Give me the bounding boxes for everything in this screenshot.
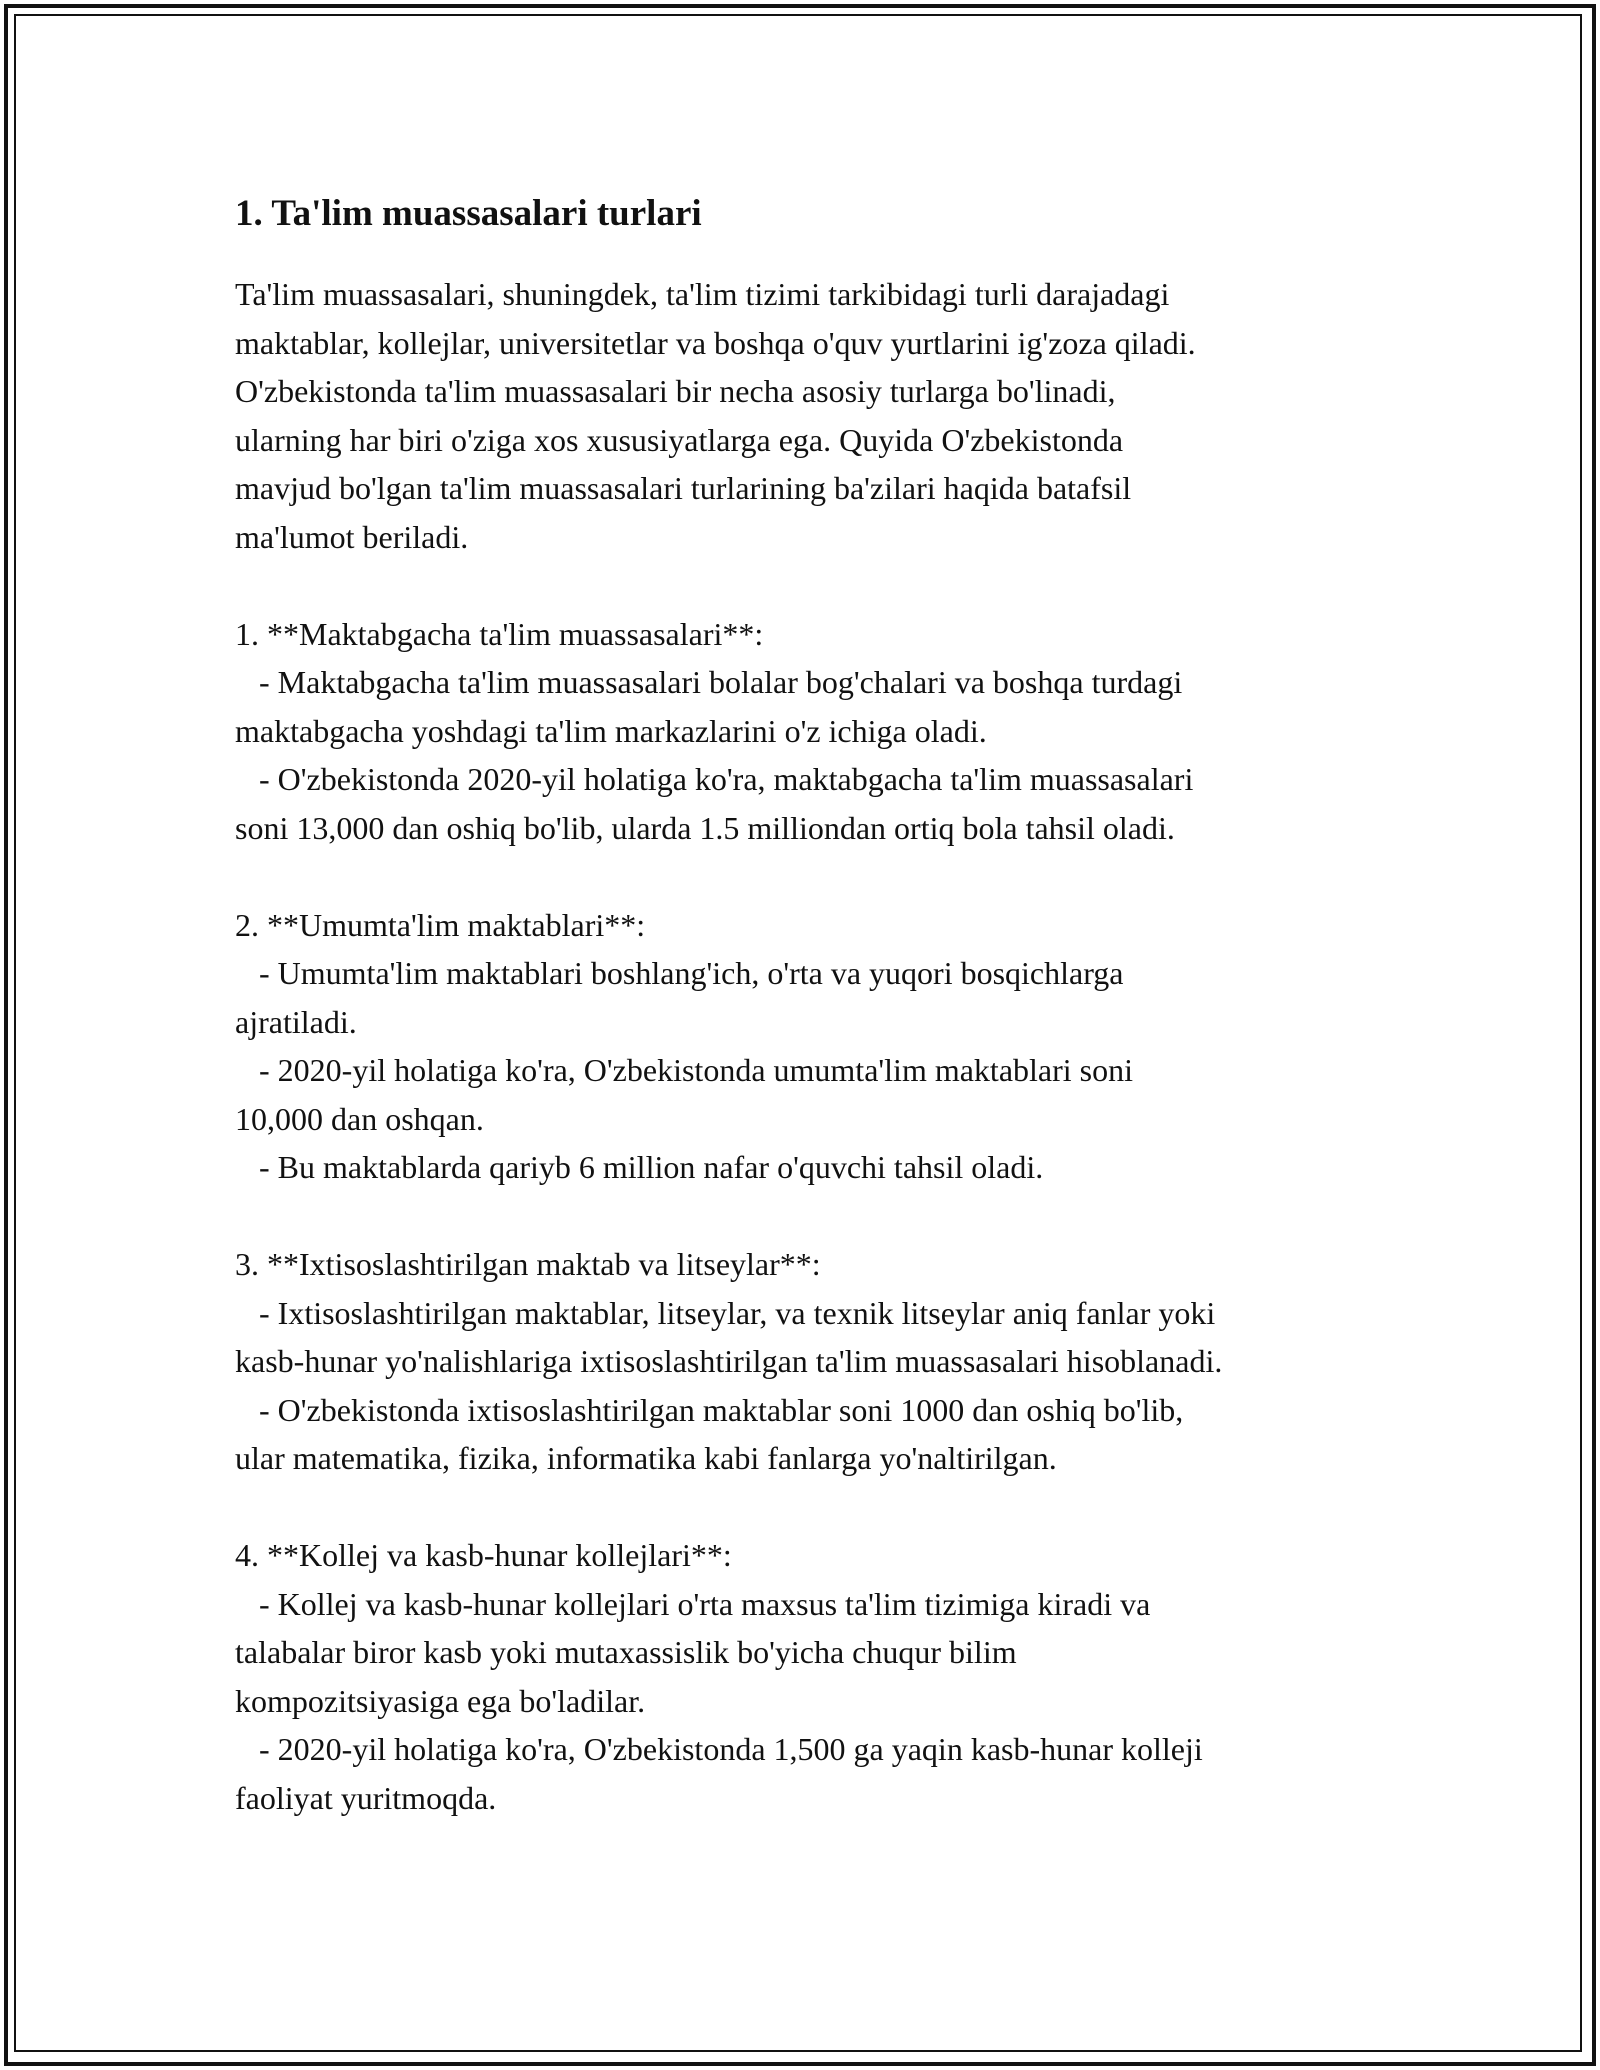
- document-title: 1. Ta'lim muassasalari turlari: [235, 193, 702, 234]
- document: [235, 186, 1385, 1822]
- document-body: Ta'lim muassasalari, shuningdek, ta'lim tizimi tarkibidagi turli darajadagi maktablar, kollejlar, universitetlar va boshqa o'quv yurtlarini ig'zoza qiladi. O'zbekistonda ta'lim muassasalari bir necha asosiy turlarga bo'linadi, ularning har biri o'ziga xos xususiyatlarga ega. Quyida O'zbekistonda mavjud bo'lgan ta'lim muassasalari turlarining ba'zilari haqida batafsil ma'lumot beriladi. 1. **Maktabgacha ta'lim muassasalari**: - Maktabgacha ta'lim muassasalari bolalar bog'chalari va boshqa turdagi maktabgacha yoshdagi ta'lim markazlarini o'z ichiga oladi. - O'zbekistonda 2020-yil holatiga ko'ra, maktabgacha ta'lim muassasalari soni 13,000 dan oshiq bo'lib, ularda 1.5 milliondan ortiq bola tahsil oladi. 2. **Umumta'lim maktablari**: - Umumta'lim maktablari boshlang'ich, o'rta va yuqori bosqichlarga ajratiladi. - 2020-yil holatiga ko'ra, O'zbekistonda umumta'lim maktablari soni 10,000 dan oshqan. - Bu maktablarda qariyb 6 million nafar o'quvchi tahsil oladi. 3. **Ixtisoslashtirilgan maktab va litseylar**: - Ixtisoslashtirilgan maktablar, litseylar, va texnik litseylar aniq fanlar yoki kasb-hunar yo'nalishlariga ixtisoslashtirilgan ta'lim muassasalari hisoblanadi. - O'zbekistonda ixtisoslashtirilgan maktablar soni 1000 dan oshiq bo'lib, ular matematika, fizika, informatika kabi fanlarga yo'naltirilgan. 4. **Kollej va kasb-hunar kollejlari**: - Kollej va kasb-hunar kollejlari o'rta maxsus ta'lim tizimiga kiradi va talabalar biror kasb yoki mutaxassislik bo'yicha chuqur bilim kompozitsiyasiga ega bo'ladilar. - 2020-yil holatiga ko'ra, O'zbekistonda 1,500 ga yaqin kasb-hunar kolleji faoliyat yuritmoqda.: [235, 276, 1223, 1816]
